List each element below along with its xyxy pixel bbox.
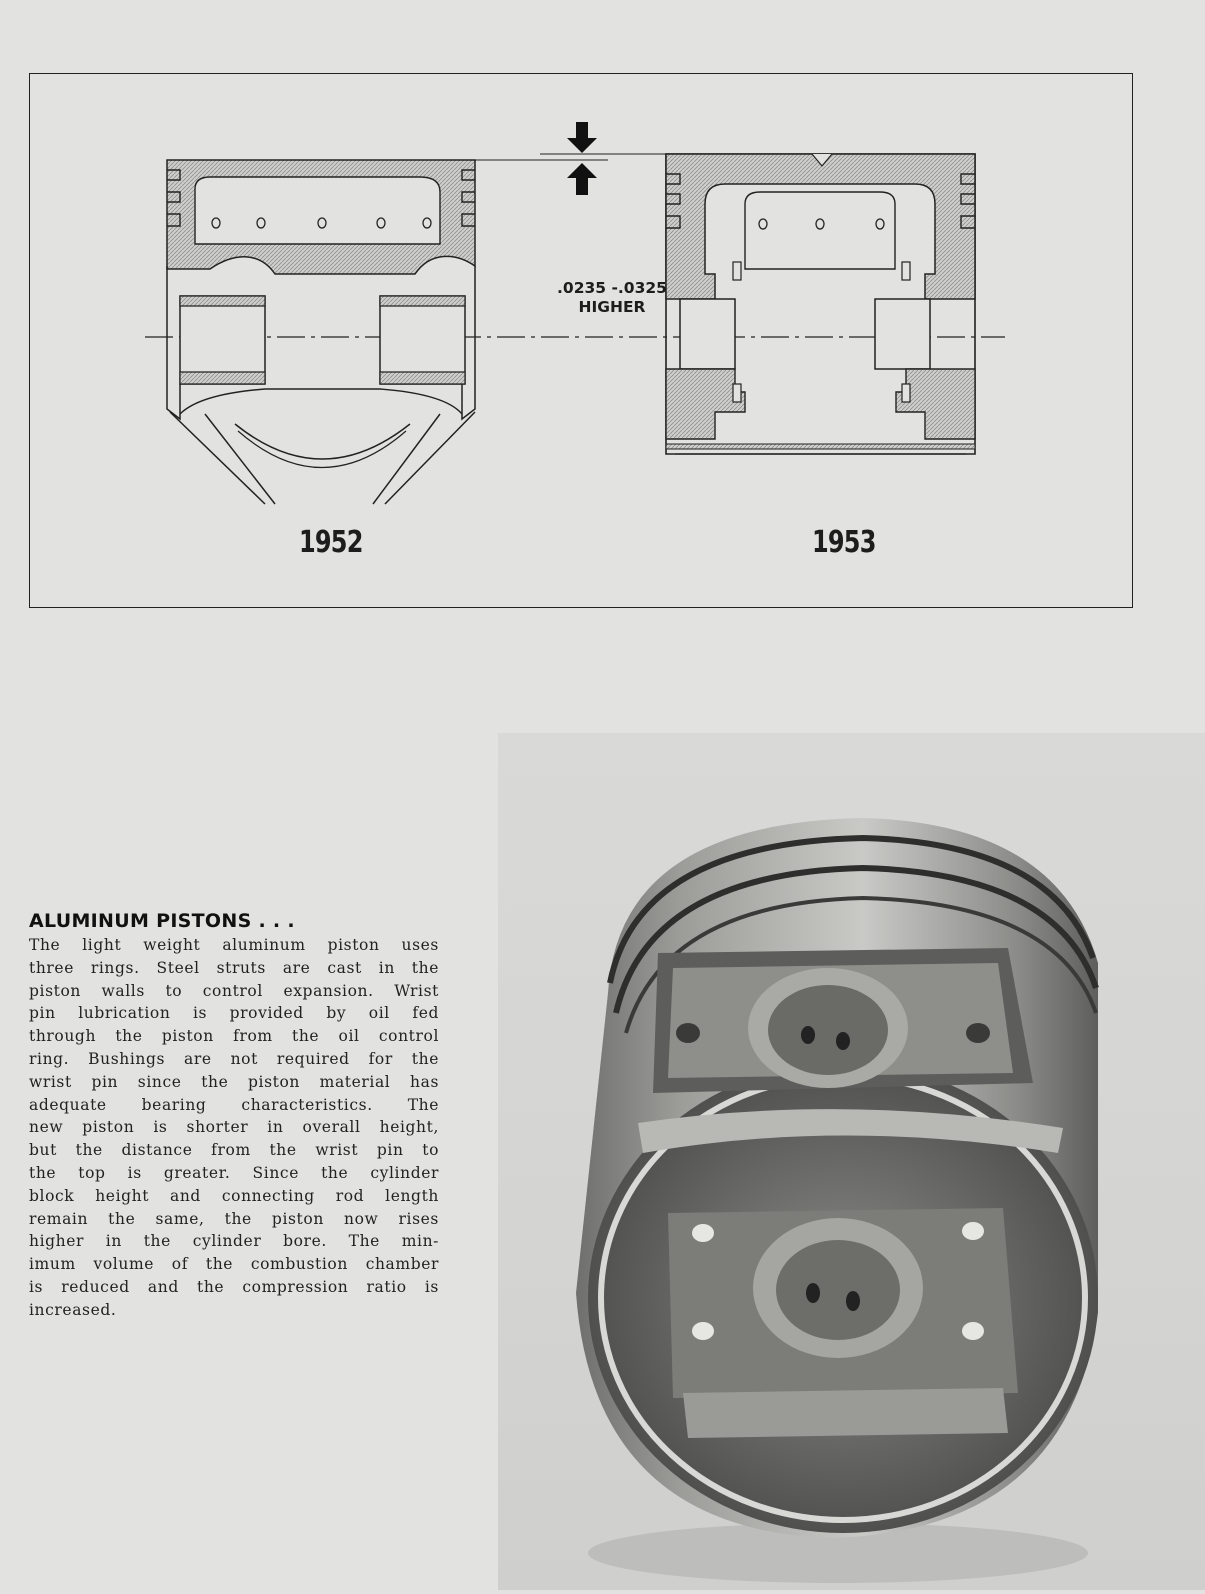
article-line: new piston is shorter in overall height, — [29, 1118, 439, 1137]
article-line: increased. — [29, 1300, 117, 1319]
article-line: remain the same, the piston now rises — [29, 1209, 439, 1228]
piston-cross-section-diagram — [30, 74, 1131, 606]
article-heading: ALUMINUM PISTONS . . . — [29, 910, 295, 932]
article-line: pin lubrication is provided by oil fed — [29, 1004, 439, 1023]
piston-photo-illustration — [498, 733, 1205, 1590]
year-label-1953: 1953 — [812, 525, 876, 560]
piston-photo — [498, 733, 1205, 1590]
callout-value: .0235 -.0325 — [557, 279, 667, 297]
article-line: the top is greater. Since the cylinder — [29, 1163, 439, 1182]
article-line: higher in the cylinder bore. The min- — [29, 1232, 439, 1251]
up-arrow-icon — [567, 163, 597, 195]
article-line: adequate bearing characteristics. The — [29, 1095, 439, 1114]
article-line: wrist pin since the piston material has — [29, 1072, 439, 1091]
article-line: imum volume of the combustion chamber — [29, 1255, 439, 1274]
article-line: The light weight aluminum piston uses — [29, 936, 439, 954]
article — [29, 910, 439, 1322]
diagram-frame — [29, 73, 1133, 608]
article-line: three rings. Steel struts are cast in the — [29, 958, 439, 977]
piston-1953-section — [666, 154, 975, 454]
article-line: ring. Bushings are not required for the — [29, 1049, 439, 1068]
down-arrow-icon — [567, 122, 597, 153]
article-line: block height and connecting rod length — [29, 1186, 439, 1205]
article-body — [29, 934, 439, 1322]
article-line: through the piston from the oil control — [29, 1027, 439, 1046]
piston-1952-section — [167, 160, 475, 504]
callout-label: HIGHER — [578, 298, 646, 316]
article-line: piston walls to control expansion. Wrist — [29, 981, 439, 1000]
clearance-callout — [542, 279, 682, 317]
article-line: but the distance from the wrist pin to — [29, 1141, 439, 1160]
article-line: is reduced and the compression ratio is — [29, 1277, 439, 1296]
year-label-1952: 1952 — [299, 525, 363, 560]
